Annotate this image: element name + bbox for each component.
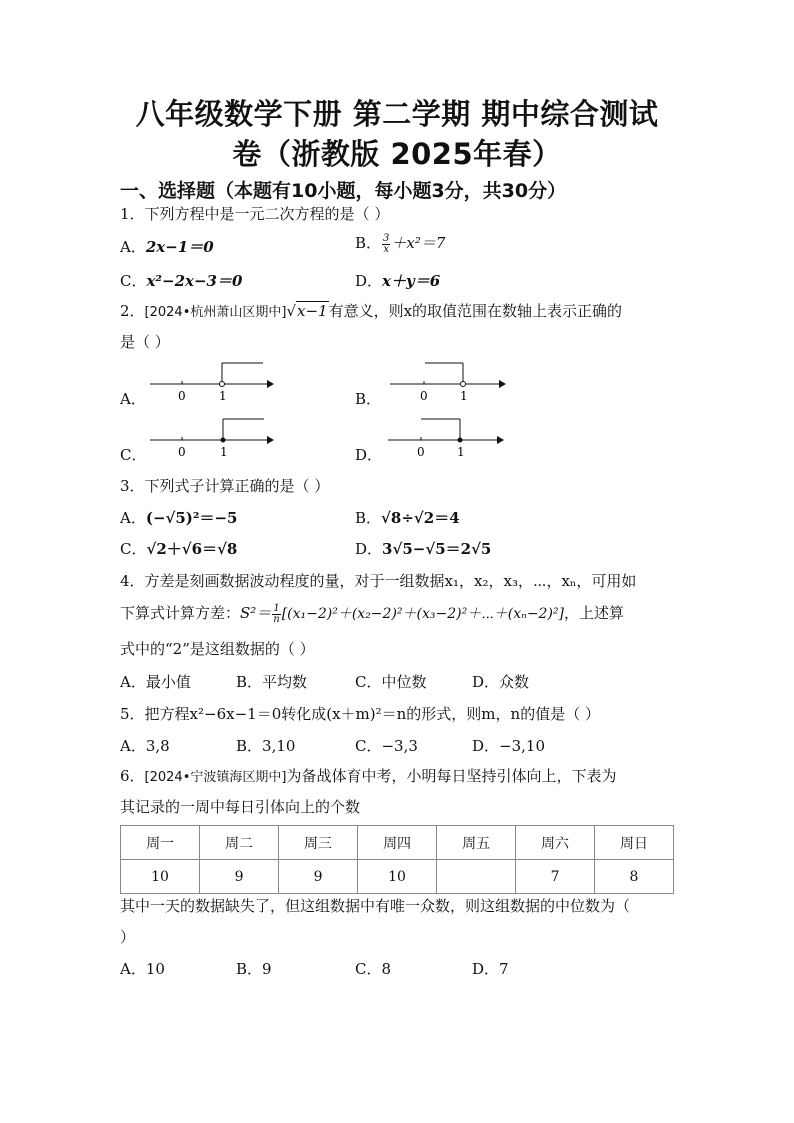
q6-stem-line-2: 其记录的一周中每日引体向上的个数 <box>120 798 361 816</box>
q2-option-d-label: D． <box>355 446 383 464</box>
stem-text: 有意义，则x的取值范围在数轴上表示正确的 <box>328 302 623 320</box>
table-cell-missing <box>437 860 516 894</box>
table-header-cell: 周三 <box>279 826 358 860</box>
q2-option-c-label: C． <box>120 446 147 464</box>
table-header-row <box>121 826 674 860</box>
q2-number-line-b <box>385 358 515 406</box>
q2-option-a-label: A． <box>120 390 146 408</box>
q2-stem-line-2: 是（ ） <box>120 333 170 351</box>
tick-label-zero: 0 <box>178 445 186 459</box>
table-header-cell: 周日 <box>595 826 674 860</box>
formula-body: [(x₁−2)²＋(x₂−2)²＋(x₃−2)²＋⋯＋(xₙ−2)²] <box>281 606 564 622</box>
option-label: A． <box>120 238 146 256</box>
table-cell: 10 <box>358 860 437 894</box>
q2-stem <box>120 300 622 321</box>
option-text: ＋x²＝7 <box>391 234 446 252</box>
table-cell: 7 <box>516 860 595 894</box>
pullup-table <box>120 825 674 894</box>
question-number: 6． <box>120 767 145 785</box>
q6-option-a: A．10 <box>120 960 165 978</box>
option-text: x²−2x−3＝0 <box>146 272 243 290</box>
q1-option-b <box>355 232 445 255</box>
q5-option-a: A．3,8 <box>120 737 170 755</box>
option-text: 3√5−√5＝2√5 <box>382 540 492 558</box>
table-header-cell: 周六 <box>516 826 595 860</box>
option-label: B． <box>355 509 382 527</box>
q1-stem: 1．下列方程中是一元二次方程的是（ ） <box>120 205 390 223</box>
fraction-denominator: n <box>273 613 280 625</box>
option-label: B． <box>355 234 382 252</box>
title-line-2: 卷（浙教版 2025年春） <box>232 137 562 171</box>
fraction-numerator: 1 <box>273 602 280 614</box>
q1-option-c <box>120 270 242 291</box>
q4-option-c: C．中位数 <box>355 673 427 691</box>
q3-option-b <box>355 507 460 528</box>
table-cell: 10 <box>121 860 200 894</box>
q2-number-line-d <box>383 414 513 462</box>
q1-option-a <box>120 236 214 257</box>
table-header-cell: 周五 <box>437 826 516 860</box>
tick-label-one: 1 <box>457 445 465 459</box>
stem-text: ，上述算 <box>564 604 625 622</box>
option-text: 2x−1＝0 <box>145 238 214 256</box>
formula-lhs: S²＝ <box>240 604 272 622</box>
section-heading: 一、选择题（本题有10小题，每小题3分，共30分） <box>120 180 567 202</box>
q4-option-b: B．平均数 <box>236 673 308 691</box>
q6-after-line-2: ） <box>120 928 136 946</box>
option-label: D． <box>355 272 383 290</box>
arrow-head <box>267 436 274 444</box>
tick-label-one: 1 <box>220 445 228 459</box>
option-text: x＋y＝6 <box>382 272 441 290</box>
tick-label-one: 1 <box>460 389 468 403</box>
sqrt-sign: √ <box>286 302 297 320</box>
open-point <box>461 382 466 387</box>
source-tag: [2024•宁波镇海区期中] <box>144 770 287 785</box>
table-header-cell: 周二 <box>200 826 279 860</box>
option-label: C． <box>120 540 147 558</box>
q4-option-d: D．众数 <box>472 673 530 691</box>
option-text: √2＋√6＝√8 <box>146 540 238 558</box>
formula-fraction <box>272 604 280 625</box>
fraction <box>382 234 390 255</box>
radicand: x−1 <box>297 302 328 320</box>
option-label: D． <box>355 540 383 558</box>
closed-point <box>458 438 463 443</box>
fraction-numerator: 3 <box>383 232 390 244</box>
stem-text: 下算式计算方差： <box>120 604 241 622</box>
q5-stem: 5．把方程x²−6x−1＝0转化成(x＋m)²＝n的形式，则m，n的值是（ ） <box>120 705 600 723</box>
option-label: C． <box>120 272 147 290</box>
option-label: A． <box>120 509 146 527</box>
q5-option-c: C．−3,3 <box>355 737 418 755</box>
fraction-denominator: x <box>383 243 390 255</box>
stem-text: 为备战体育中考，小明每日坚持引体向上，下表为 <box>286 767 617 785</box>
q5-option-d: D．−3,10 <box>472 737 545 755</box>
q4-stem-line-1: 4．方差是刻画数据波动程度的量，对于一组数据x₁，x₂，x₃，⋯，xₙ，可用如 <box>120 572 637 590</box>
tick-label-one: 1 <box>219 389 227 403</box>
q4-stem-line-3: 式中的“2”是这组数据的（ ） <box>120 640 315 658</box>
open-point <box>220 382 225 387</box>
table-header-cell: 周一 <box>121 826 200 860</box>
title-line-1: 八年级数学下册 第二学期 期中综合测试 <box>135 97 659 131</box>
q5-option-b: B．3,10 <box>236 737 296 755</box>
q3-option-a <box>120 507 237 528</box>
source-tag: [2024•杭州萧山区期中] <box>144 305 287 320</box>
q3-option-c <box>120 538 237 559</box>
q6-option-c: C．8 <box>355 960 392 978</box>
arrow-head <box>499 380 506 388</box>
q6-after-line-1: 其中一天的数据缺失了，但这组数据中有唯一众数，则这组数据的中位数为（ <box>120 897 631 915</box>
q3-stem: 3．下列式子计算正确的是（ ） <box>120 477 330 495</box>
table-cell: 8 <box>595 860 674 894</box>
q6-option-d: D．7 <box>472 960 509 978</box>
tick-label-zero: 0 <box>178 389 186 403</box>
q4-stem-line-2 <box>120 602 624 625</box>
option-text: √8÷√2＝4 <box>381 509 460 527</box>
tick-label-zero: 0 <box>420 389 428 403</box>
q2-number-line-c <box>145 414 275 462</box>
table-cell: 9 <box>279 860 358 894</box>
arrow-head <box>497 436 504 444</box>
table-row <box>121 860 674 894</box>
q1-option-d <box>355 270 440 291</box>
q6-option-b: B．9 <box>236 960 272 978</box>
closed-point <box>221 438 226 443</box>
q3-option-d <box>355 538 491 559</box>
q4-option-a: A．最小值 <box>120 673 191 691</box>
q6-stem <box>120 765 616 786</box>
table-cell: 9 <box>200 860 279 894</box>
q2-number-line-a <box>145 358 275 406</box>
question-number: 2． <box>120 302 145 320</box>
arrow-head <box>267 380 274 388</box>
q2-option-b-label: B． <box>355 390 382 408</box>
table-header-cell: 周四 <box>358 826 437 860</box>
tick-label-zero: 0 <box>417 445 425 459</box>
option-text: (−√5)²＝−5 <box>145 509 238 527</box>
